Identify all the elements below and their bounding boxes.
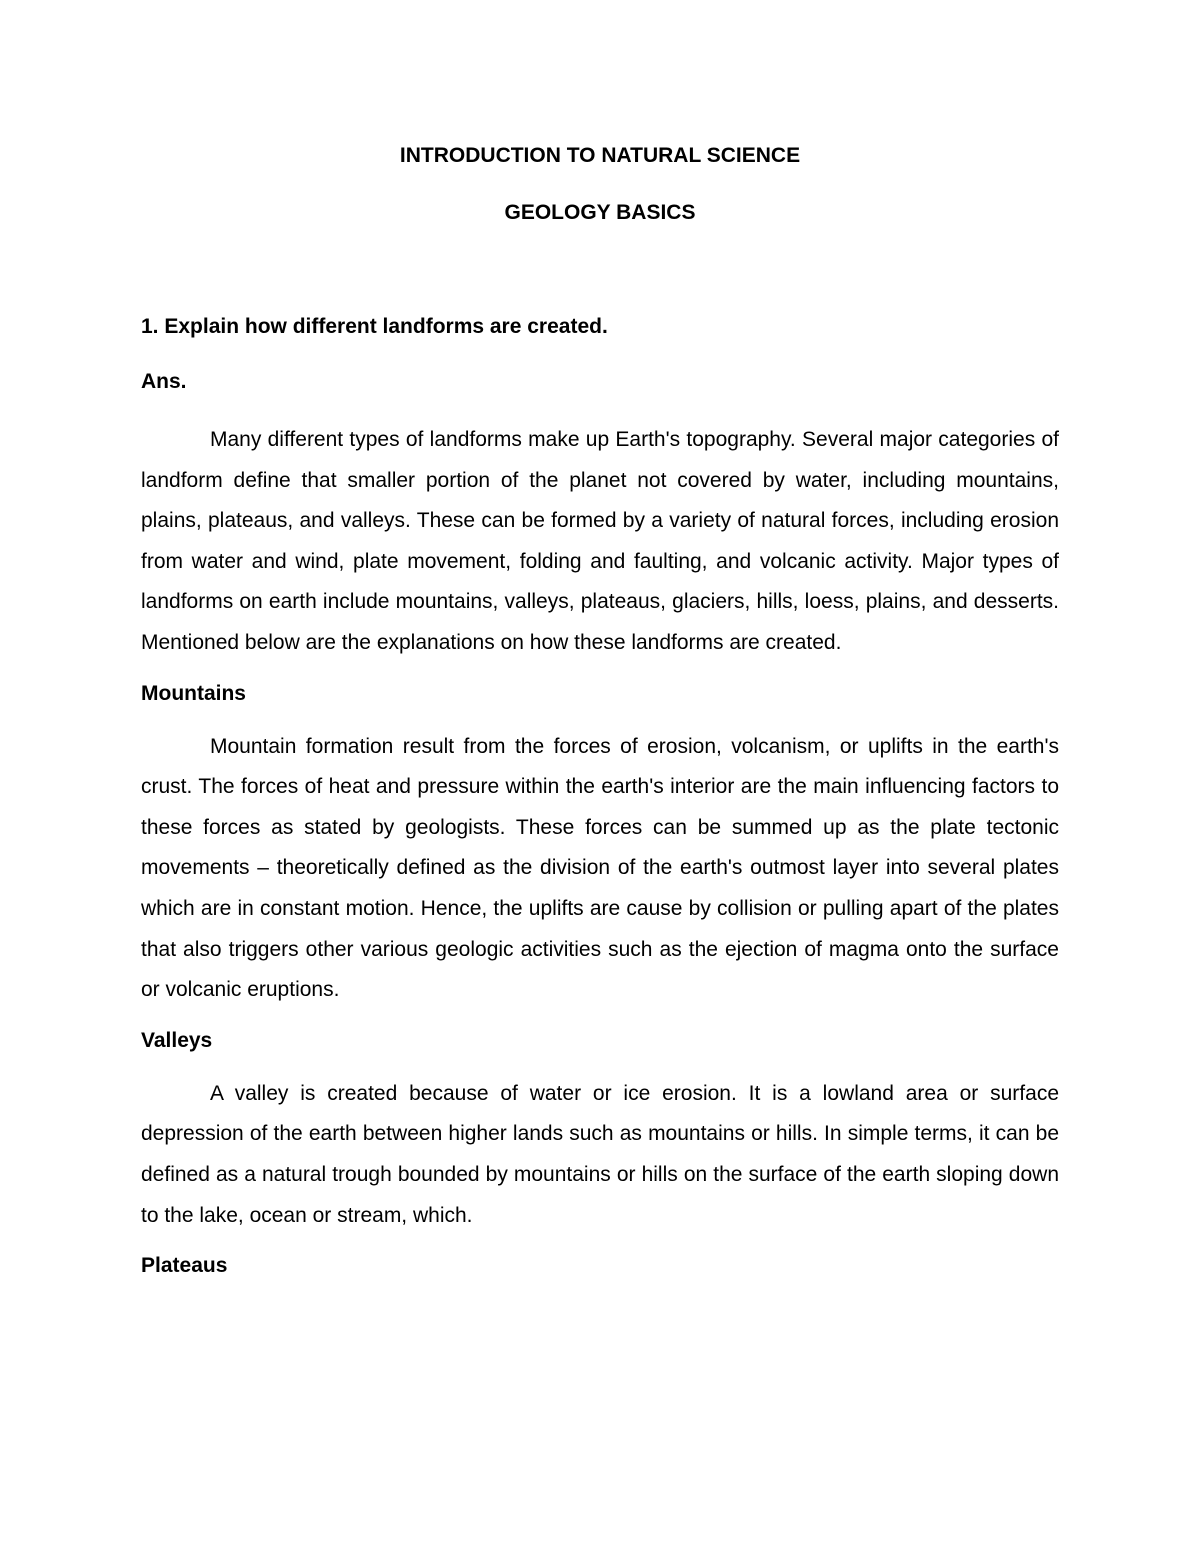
section-paragraph-valleys: A valley is created because of water or ice erosion. It is a lowland area or surface depression of the earth between higher lands such as mountains or hills. In simple terms, it can be defined as a natural trough bounded by mountains or hills on the surface of the earth sloping down to the lake, ocean or stream, which. [141,1081,1059,1227]
intro-paragraph: Many different types of landforms make up Earth's topography. Several major categories of landform define that smaller portion of the planet not covered by water, including mountains, plains, plateaus, and valleys. These can be formed by a variety of natural forces, including erosion from water and wind, plate movement, folding and faulting, and volcanic activity. Major types of landforms on earth include mountains, valleys, plateaus, glaciers, hills, loess, plains, and desserts. Mentioned below are the explanations on how these landforms are created. [141,428,1059,654]
question-heading: 1. Explain how different landforms are created. [141,315,608,338]
document-title: INTRODUCTION TO NATURAL SCIENCE [399,144,801,167]
document-page [141,140,1059,1282]
section-heading-mountains: Mountains [141,681,246,705]
document-subtitle: GEOLOGY BASICS [504,201,696,224]
answer-label: Ans. [141,370,187,393]
section-paragraph-mountains: Mountain formation result from the forces of erosion, volcanism, or uplifts in the earth's crust. The forces of heat and pressure within the earth's interior are the main influencing factors to these forces as stated by geologists. These forces can be summed up as the plate tectonic movements – theoretically defined as the division of the earth's outmost layer into several plates which are in constant motion. Hence, the uplifts are cause by collision or pulling apart of the plates that also triggers other various geologic activities such as the ejection of magma onto the surface or volcanic eruptions. [141,734,1059,1002]
section-heading-plateaus: Plateaus [141,1254,228,1278]
section-heading-valleys: Valleys [141,1028,213,1052]
